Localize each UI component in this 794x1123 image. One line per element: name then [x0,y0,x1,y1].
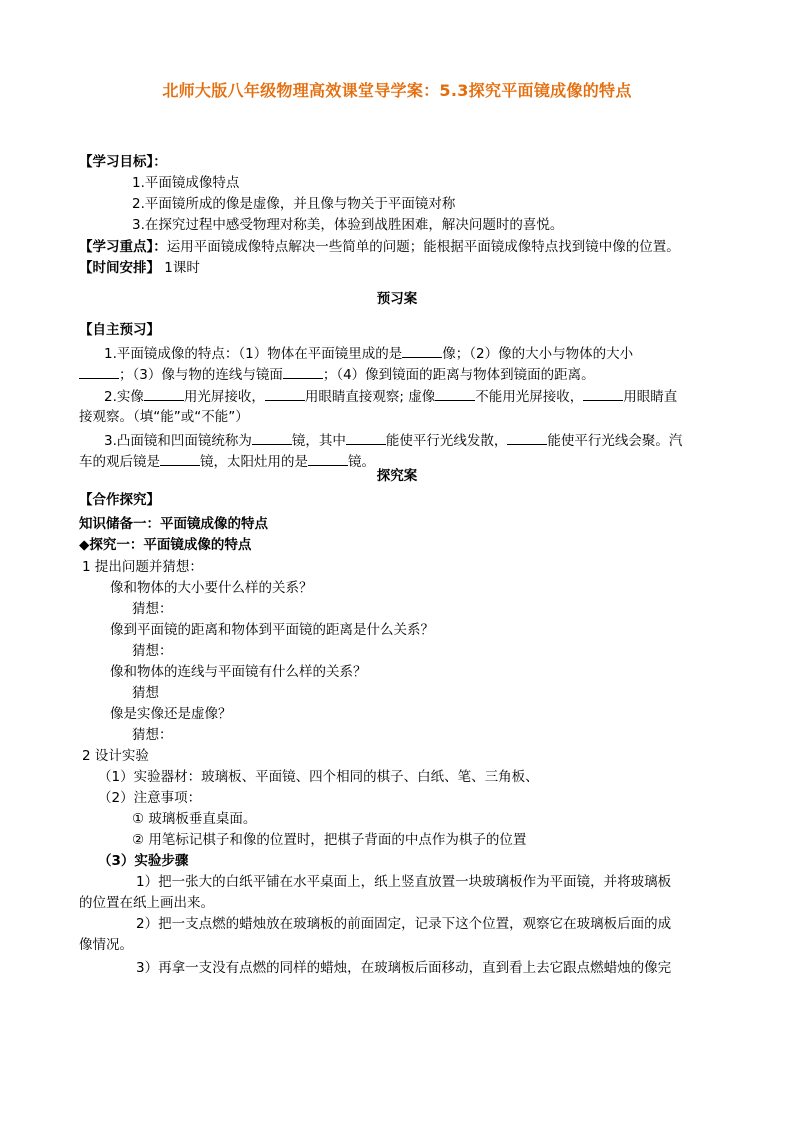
page-title: 北师大版八年级物理高效课堂导学案：5.3探究平面镜成像的特点 [162,81,632,100]
preview-heading: 【自主预习】 [79,322,160,338]
notes-heading: （2）注意事项： [98,790,202,806]
question-line: 像是实像还是虚像？ [110,706,232,722]
answer-blank[interactable] [308,451,348,466]
preview-q1-line2 [79,364,595,385]
step2-heading: 2 设计实验 [82,748,149,764]
guess-line: 猜想 [132,685,159,701]
q3-text-c: 能使平行光线发散， [385,433,508,449]
q2-text-d: 不能用光屏接收， [475,389,584,405]
question-line: 像到平面镜的距离和物体到平面镜的距离是什么关系？ [110,622,434,638]
q3-text-b: 镜，其中 [291,433,346,449]
procedure-line: 像情况。 [79,937,133,953]
key-points-label: 【学习重点】： [79,239,167,255]
guess-line: 猜想： [132,727,173,743]
q1-text-c: ；（3）像与物的连线与镜面 [119,367,283,383]
guess-line: 猜想： [132,643,173,659]
key-points [79,237,680,257]
q3-text-d: 能使平行光线会聚。汽 [547,433,683,449]
q3-text-g: 镜。 [348,454,375,470]
q3-text-e: 车的观后镜是 [79,454,160,470]
answer-blank[interactable] [402,343,442,358]
answer-blank[interactable] [283,364,323,379]
q2-text-a: 2.实像 [104,389,144,405]
q2-text-b: 用光屏接收， [183,389,265,405]
q2-text-c: 用眼睛直接观察; 虚像 [304,389,436,405]
materials-line: （1）实验器材：玻璃板、平面镜、四个相同的棋子、白纸、笔、三角板、 [98,769,539,785]
topic-heading: ◆探究一：平面镜成像的特点 [79,537,252,553]
answer-blank[interactable] [144,386,184,401]
q3-text-f: 镜，太阳灶用的是 [200,454,308,470]
question-line: 像和物体的连线与平面镜有什么样的关系？ [110,664,367,680]
procedure-line: 的位置在纸上画出来。 [79,895,214,911]
objective-item: 3.在探究过程中感受物理对称美，体验到战胜困难，解决问题时的喜悦。 [132,217,564,233]
key-points-text: 运用平面镜成像特点解决一些简单的问题；能根据平面镜成像特点找到镜中像的位置。 [166,239,680,255]
q1-text-d: ；（4）像到镜面的距离与物体到镜面的距离。 [322,367,595,383]
preview-q1-line1 [104,343,633,364]
answer-blank[interactable] [435,386,475,401]
preview-q2-line1 [104,386,677,407]
note-item: ① 玻璃板垂直桌面。 [132,811,257,827]
objective-item: 2.平面镜所成的像是虚像，并且像与物关于平面镜对称 [132,196,456,212]
answer-blank[interactable] [252,430,292,445]
answer-blank[interactable] [507,430,547,445]
knowledge-heading: 知识储备一：平面镜成像的特点 [79,516,268,532]
objective-item: 1.平面镜成像特点 [132,175,240,191]
guess-line: 猜想： [132,601,173,617]
q2-text-e: 用眼睛直 [623,389,678,405]
procedure-line: 1）把一张大的白纸平铺在水平桌面上，纸上竖直放置一块玻璃板作为平面镜，并将玻璃板 [136,874,672,890]
procedure-line: 2）把一支点燃的蜡烛放在玻璃板的前面固定，记录下这个位置，观察它在玻璃板后面的成 [136,916,672,932]
note-item: ② 用笔标记棋子和像的位置时，把棋子背面的中点作为棋子的位置 [132,832,527,848]
explore-heading: 【合作探究】 [79,492,160,508]
q1-text-b: 像；（2）像的大小与物体的大小 [442,346,634,362]
procedure-line: 3）再拿一支没有点燃的同样的蜡烛，在玻璃板后面移动，直到看上去它跟点燃蜡烛的像完 [136,960,672,976]
preview-q3-line1 [104,430,682,451]
preview-q2-line2: 接观察。（填“能”或“不能”） [79,409,249,425]
section-title-preview: 预习案 [376,291,418,307]
step1-heading: 1 提出问题并猜想： [82,559,203,575]
answer-blank[interactable] [265,386,305,401]
answer-blank[interactable] [346,430,386,445]
objectives-heading: 【学习目标】： [79,154,167,170]
schedule-label: 【时间安排】 [79,260,160,276]
schedule [79,258,200,278]
question-line: 像和物体的大小要什么样的关系？ [110,580,313,596]
q1-text-a: 1.平面镜成像的特点：（1）物体在平面镜里成的是 [104,346,403,362]
answer-blank[interactable] [160,451,200,466]
section-title-explore: 探究案 [376,468,418,484]
steps-heading: （3）实验步骤 [98,853,189,869]
answer-blank[interactable] [583,386,623,401]
answer-blank[interactable] [79,364,119,379]
schedule-text: 1课时 [160,260,200,276]
q3-text-a: 3.凸面镜和凹面镜统称为 [104,433,252,449]
